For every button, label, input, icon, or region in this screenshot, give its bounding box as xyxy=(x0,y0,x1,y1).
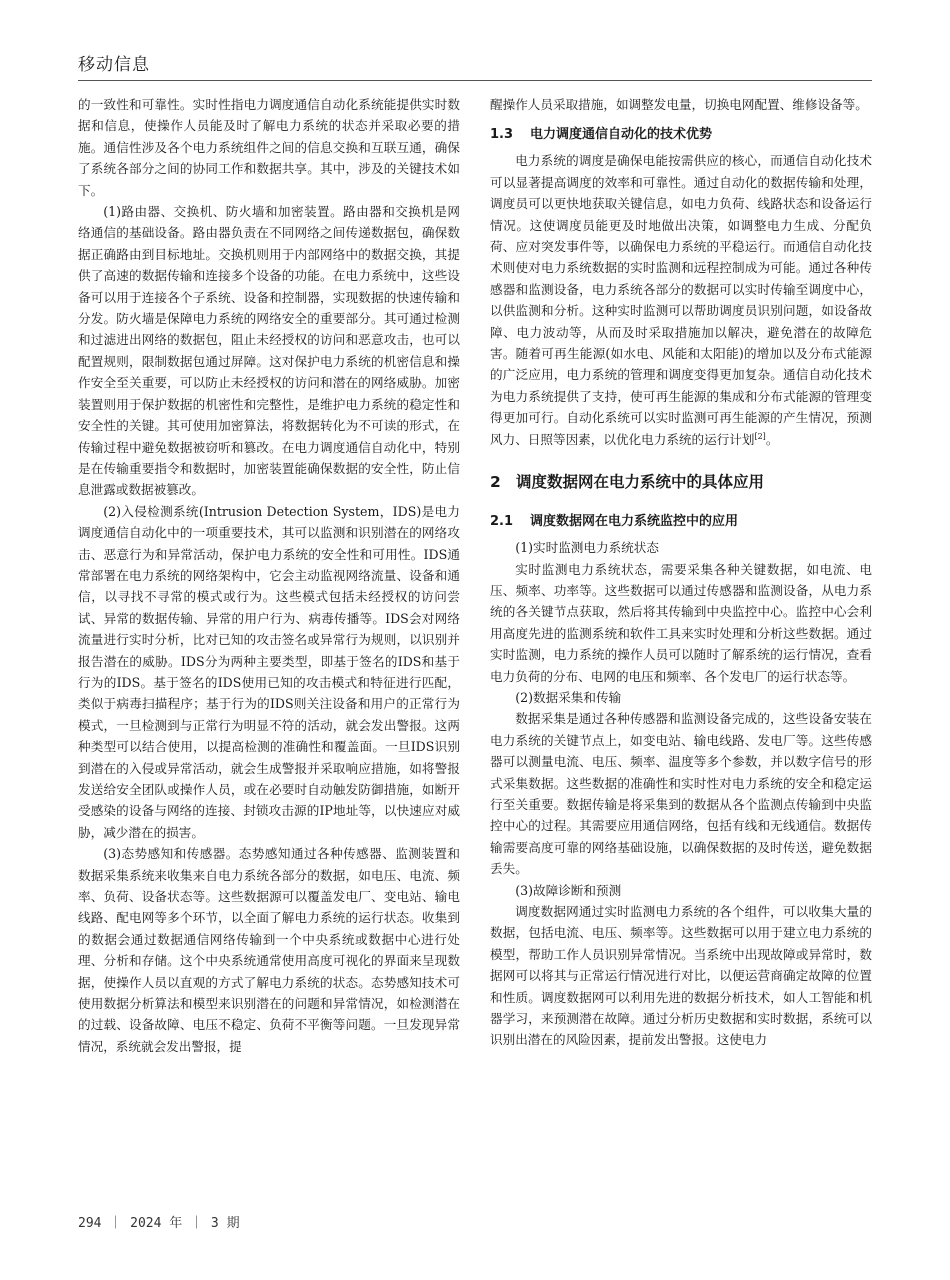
section-heading-2 xyxy=(490,470,872,492)
header-rule xyxy=(78,80,872,81)
subsection-number: 1.3 xyxy=(490,127,514,143)
subsection-number: 2.1 xyxy=(490,514,514,530)
paragraph-tech-advantages xyxy=(490,150,872,450)
paragraph-realtime-monitoring: 实时监测电力系统状态，需要采集各种关键数据，如电流、电压、频率、功率等。这些数据可以通过传感器和监测设备，从电力系统的各关键节点获取，然后将其传输到中央监控中心。监控中心会利用高度先进的监测系统和软件工具来实时处理和分析这些数据。通过实时监测，电力系统的操作人员可以随时了解系统的运行情况，查看电力负荷的分布、电网的电压和频率、各个发电厂的运行状态等。 xyxy=(490,561,872,684)
paragraph-continued: 的一致性和可靠性。实时性指电力调度通信自动化系统能提供实时数据和信息，使操作人员能及时了解电力系统的状态并采取必要的措施。通信性涉及各个电力系统组件之间的信息交换和互联互通，确保了系统各部分之间的协同工作和数据共享。其中，涉及的关键技术如下。 xyxy=(78,97,460,198)
item-heading-realtime-monitoring: (1)实时监测电力系统状态 xyxy=(515,540,659,556)
item-heading-data-acquisition: (2)数据采集和传输 xyxy=(515,689,622,705)
item-heading-fault-diagnosis: (3)故障诊断和预测 xyxy=(515,882,622,898)
left-column xyxy=(78,94,460,1057)
paragraph-ids: (2)入侵检测系统(Intrusion Detection System，IDS)是电力调度通信自动化中的一项重要技术，其可以监测和识别潜在的网络攻击、恶意行为和异常活动，保护电力系统的安全性和可用性。IDS通常部署在电力系统的网络架构中，它会主动监视网络流量、设备和通信，以寻找不寻常的模式或行为。这些模式包括未经授权的访问尝试、异常的数据传输、异常的用户行为、病毒传播等。IDS会对网络流量进行实时分析，比对已知的攻击签名或异常行为规则，以识别并报告潜在的威胁。IDS分为两种主要类型，即基于签名的IDS和基于行为的IDS。基于签名的IDS使用已知的攻击模式和特征进行匹配，类似于病毒扫描程序；基于行为的IDS则关注设备和用户的正常行为模式，一旦检测到与正常行为明显不符的活动，就会发出警报。这两种类型可以结合使用，以提高检测的准确性和覆盖面。一旦IDS识别到潜在的入侵或异常活动，就会生成警报并采取响应措施，如将警报发送给安全团队或操作人员，或在必要时自动触发防御措施，如断开受感染的设备与网络的连接、封锁攻击源的IP地址等，以快速应对威胁，减少潜在的损害。 xyxy=(78,503,460,840)
subsection-heading-2-1 xyxy=(490,510,872,529)
section-title: 调度数据网在电力系统中的具体应用 xyxy=(516,473,765,492)
journal-running-head: 移动信息 xyxy=(78,55,150,75)
paragraph-fault-diagnosis: 调度数据网通过实时监测电力系统的各个组件，可以收集大量的数据，包括电流、电压、频率等。这些数据可以用于建立电力系统的模型，帮助工作人员识别异常情况。当系统中出现故障或异常时，数据网可以将其与正常运行情况进行对比，以便运营商确定故障的位置和性质。调度数据网可以利用先进的数据分析技术，如人工智能和机器学习，来预测潜在故障。通过分析历史数据和实时数据，系统可以识别出潜在的风险因素，提前发出警报。这使电力 xyxy=(490,904,872,1048)
paragraph-text: 电力系统的调度是确保电能按需供应的核心，而通信自动化技术可以显著提高调度的效率和可靠性。通过自动化的数据传输和处理，调度员可以更快地获取关键信息，如电力负荷、线路状态和设备运行情况。这使调度员能更及时地做出决策，如调整电力生成、分配负荷、应对突发事件等，以确保电力系统的平稳运行。而通信自动化技术则使对电力系统数据的实时监测和远程控制成为可能。通过各种传感器和监测设备，电力系统各部分的数据可以实时传输至调度中心，以供监测和分析。这种实时监测可以帮助调度员识别问题，如设备故障、电力波动等，从而及时采取措施加以解决，避免潜在的故障危害。随着可再生能源(如水电、风能和太阳能)的增加以及分布式能源的广泛应用，电力系统的管理和调度变得更加复杂。通信自动化技术为电力系统提供了支持，使可再生能源的集成和分布式能源的管理变得更加可行。自动化系统可以实时监测可再生能源的产生情况，预测风力、日照等因素，以优化电力系统的运行计划 xyxy=(490,153,872,447)
paragraph-routers-firewalls: (1)路由器、交换机、防火墙和加密装置。路由器和交换机是网络通信的基础设备。路由器负责在不同网络之间传递数据包，确保数据正确路由到目标地址。交换机则用于内部网络中的数据交换，其提供了高速的数据传输和连接多个设备的功能。在电力系统中，这些设备可以用于连接各个子系统、设备和控制器，实现数据的快速传输和分发。防火墙是保障电力系统的网络安全的重要部分。其可通过检测和过滤进出网络的数据包，阻止未经授权的访问和恶意攻击，也可以配置规则，限制数据包通过屏障。这对保护电力系统的机密信息和操作安全至关重要，可以防止未经授权的访问和潜在的网络威胁。加密装置则用于保护数据的机密性和完整性，是维护电力系统的稳定性和安全性的关键。其可使用加密算法，将数据转化为不可读的形式，在传输过程中避免数据被窃听和篡改。在电力调度通信自动化中，特别是在传输重要指令和数据时，加密装置能确保数据的安全性，防止信息泄露或数据被篡改。 xyxy=(78,204,460,498)
subsection-heading-1-3 xyxy=(490,123,872,142)
paragraph-continued-right: 醒操作人员采取措施，如调整发电量，切换电网配置、维修设备等。 xyxy=(490,97,868,112)
citation-mark: [2] xyxy=(754,431,766,441)
subsection-title: 调度数据网在电力系统监控中的应用 xyxy=(530,514,739,530)
right-column xyxy=(490,94,872,1051)
paragraph-situation-awareness: (3)态势感知和传感器。态势感知通过各种传感器、监测装置和数据采集系统来收集来自电力系统各部分的数据，如电压、电流、频率、负荷、设备状态等。这些数据源可以覆盖发电厂、变电站、输电线路、配电网等多个环节，以全面了解电力系统的运行状态。收集到的数据会通过数据通信网络传输到一个中央系统或数据中心进行处理、分析和存储。这个中央系统通常使用高度可视化的界面来呈现数据，使操作人员以直观的方式了解电力系统的状态。态势感知技术可使用数据分析算法和模型来识别潜在的问题和异常情况，如检测潜在的过载、设备故障、电压不稳定、负荷不平衡等问题。一旦发现异常情况，系统就会发出警报，提 xyxy=(78,846,460,1054)
subsection-title: 电力调度通信自动化的技术优势 xyxy=(530,127,713,143)
paragraph-data-acquisition: 数据采集是通过各种传感器和监测设备完成的，这些设备安装在电力系统的关键节点上，如变电站、输电线路、发电厂等。这些传感器可以测量电流、电压、频率、温度等多个参数，并以数字信号的形式采集数据。这些数据的准确性和实时性对电力系统的安全和稳定运行至关重要。数据传输是将采集到的数据从各个监测点传输到中央监控中心的过程。其需要应用通信网络，包括有线和无线通信。数据传输需要高度可靠的网络基础设施，以确保数据的及时传送，避免数据丢失。 xyxy=(490,711,872,877)
paragraph-end: 。 xyxy=(765,431,779,447)
section-number: 2 xyxy=(490,473,501,492)
page-folio: 294 ｜ 2024 年 ｜ 3 期 xyxy=(78,1216,240,1231)
